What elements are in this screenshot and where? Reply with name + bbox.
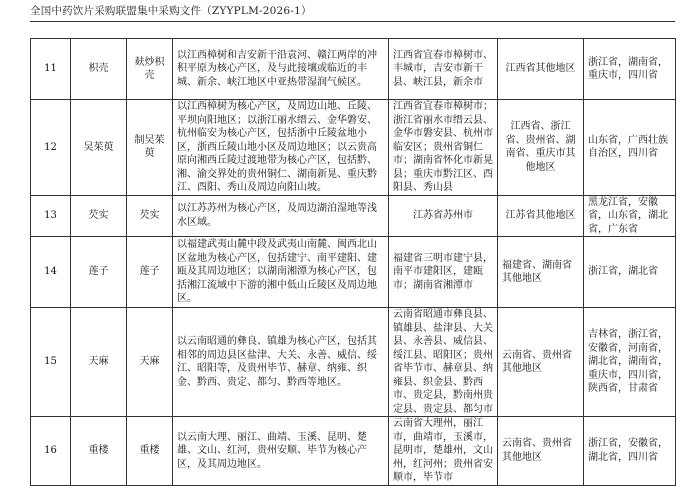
origin-description: 以云南昭通的彝良、镇雄为核心产区，包括其相邻的周边县区盐津、大关、永善、威信、绥江、昭阳等，及贵州毕节、赫章、纳雍、织金、黔西、贵定、都匀、黔西等地区。 <box>173 308 389 417</box>
table-row <box>31 195 676 237</box>
supply-provinces: 浙江省，湖北省 <box>584 237 676 308</box>
origin-description: 以江西樟树和吉安新干沿袁河、赣江两岸的冲积平原为核心产区，及与此接壤或临近的丰城、新余、峡江地区中亚热带湿润气候区。 <box>173 39 389 100</box>
herb-name: 重楼 <box>71 417 127 486</box>
other-producing-areas: 福建省、湖南省其他地区 <box>498 237 584 308</box>
row-number: 14 <box>31 237 71 308</box>
core-producing-areas: 江西省宜春市樟树市；浙江省丽水市缙云县、金华市磐安县、杭州市临安区；贵州省铜仁市；湖南省怀化市新晃县；重庆市黔江区、酉阳县、秀山县 <box>389 100 498 196</box>
table-row <box>31 308 676 417</box>
herb-name: 芡实 <box>71 195 127 237</box>
herb-spec: 天麻 <box>127 308 173 417</box>
core-producing-areas: 云南省昭通市彝良县、镇雄县、盐津县、大关县、永善县、威信县、绥江县、昭阳区；贵州省毕节市、赫章县、纳雍县、织金县、黔西市、贵定县，黔南州贵定县、贵定县、都匀市 <box>389 308 498 417</box>
table-row <box>31 417 676 486</box>
table-row <box>31 100 676 196</box>
herb-spec: 制吴茱萸 <box>127 100 173 196</box>
other-producing-areas: 云南省、贵州省其他地区 <box>498 308 584 417</box>
other-producing-areas: 江苏省其他地区 <box>498 195 584 237</box>
supply-provinces: 浙江省，安徽省，湖北省，四川省 <box>584 417 676 486</box>
core-producing-areas: 福建省三明市建宁县，南平市建阳区，建瓯市；湖南省湘潭市 <box>389 237 498 308</box>
origin-description: 以福建武夷山麓中段及武夷山南麓、闽西北山区盆地为核心产区，包括建宁、南平建阳、建瓯及其周边地区；以湖南湘潭为核心产区，包括湘江流域中下游的湘中低山丘陵区及周边地区。 <box>173 237 389 308</box>
procurement-table <box>30 38 676 486</box>
herb-name: 枳壳 <box>71 39 127 100</box>
other-producing-areas: 云南省、贵州省其他地区 <box>498 417 584 486</box>
herb-spec: 莲子 <box>127 237 173 308</box>
herb-name: 吴茱萸 <box>71 100 127 196</box>
other-producing-areas: 江西省其他地区 <box>498 39 584 100</box>
other-producing-areas: 江西省、浙江省、贵州省、湖南省、重庆市其他地区 <box>498 100 584 196</box>
herb-name: 莲子 <box>71 237 127 308</box>
core-producing-areas: 云南省大理州，丽江市，曲靖市，玉溪市，昆明市，楚雄州，文山州，红河州；贵州省安顺市，毕节市 <box>389 417 498 486</box>
table-row <box>31 237 676 308</box>
document-header-title: 全国中药饮片采购联盟集中采购文件（ZYYPLM-2026-1） <box>30 5 312 17</box>
core-producing-areas: 江西省宜春市樟树市、丰城市，吉安市新干县、峡江县，新余市 <box>389 39 498 100</box>
herb-spec: 芡实 <box>127 195 173 237</box>
supply-provinces: 浙江省，湖南省，重庆市，四川省 <box>584 39 676 100</box>
herb-name: 天麻 <box>71 308 127 417</box>
herb-spec: 重楼 <box>127 417 173 486</box>
table-row <box>31 39 676 100</box>
supply-provinces: 黑龙江省，安徽省，山东省，湖北省，广东省 <box>584 195 676 237</box>
row-number: 12 <box>31 100 71 196</box>
row-number: 15 <box>31 308 71 417</box>
supply-provinces: 山东省，广西壮族自治区，四川省 <box>584 100 676 196</box>
herb-spec: 麸炒枳壳 <box>127 39 173 100</box>
origin-description: 以江苏苏州为核心产区，及周边湖泊湿地等浅水区域。 <box>173 195 389 237</box>
row-number: 13 <box>31 195 71 237</box>
core-producing-areas: 江苏省苏州市 <box>389 195 498 237</box>
origin-description: 以江西樟树为核心产区，及周边山地、丘陵、平坝向阳地区；以浙江丽水缙云、金华磐安、杭州临安为核心产区，包括浙中丘陵盆地小区，浙西丘陵山地小区及周边地区；以云贵高原向湘西丘陵过渡地带为核心产区，包括黔、湘、渝交界处的贵州铜仁、湖南新晃、重庆黔江、酉阳、秀山及周边向阳山坡。 <box>173 100 389 196</box>
row-number: 11 <box>31 39 71 100</box>
header-divider <box>30 21 675 22</box>
origin-description: 以云南大理、丽江、曲靖、玉溪、昆明、楚雄、文山、红河，贵州安顺、毕节为核心产区，及其周边地区。 <box>173 417 389 486</box>
supply-provinces: 吉林省，浙江省，安徽省，河南省，湖北省，湖南省，重庆市，四川省，陕西省，甘肃省 <box>584 308 676 417</box>
row-number: 16 <box>31 417 71 486</box>
